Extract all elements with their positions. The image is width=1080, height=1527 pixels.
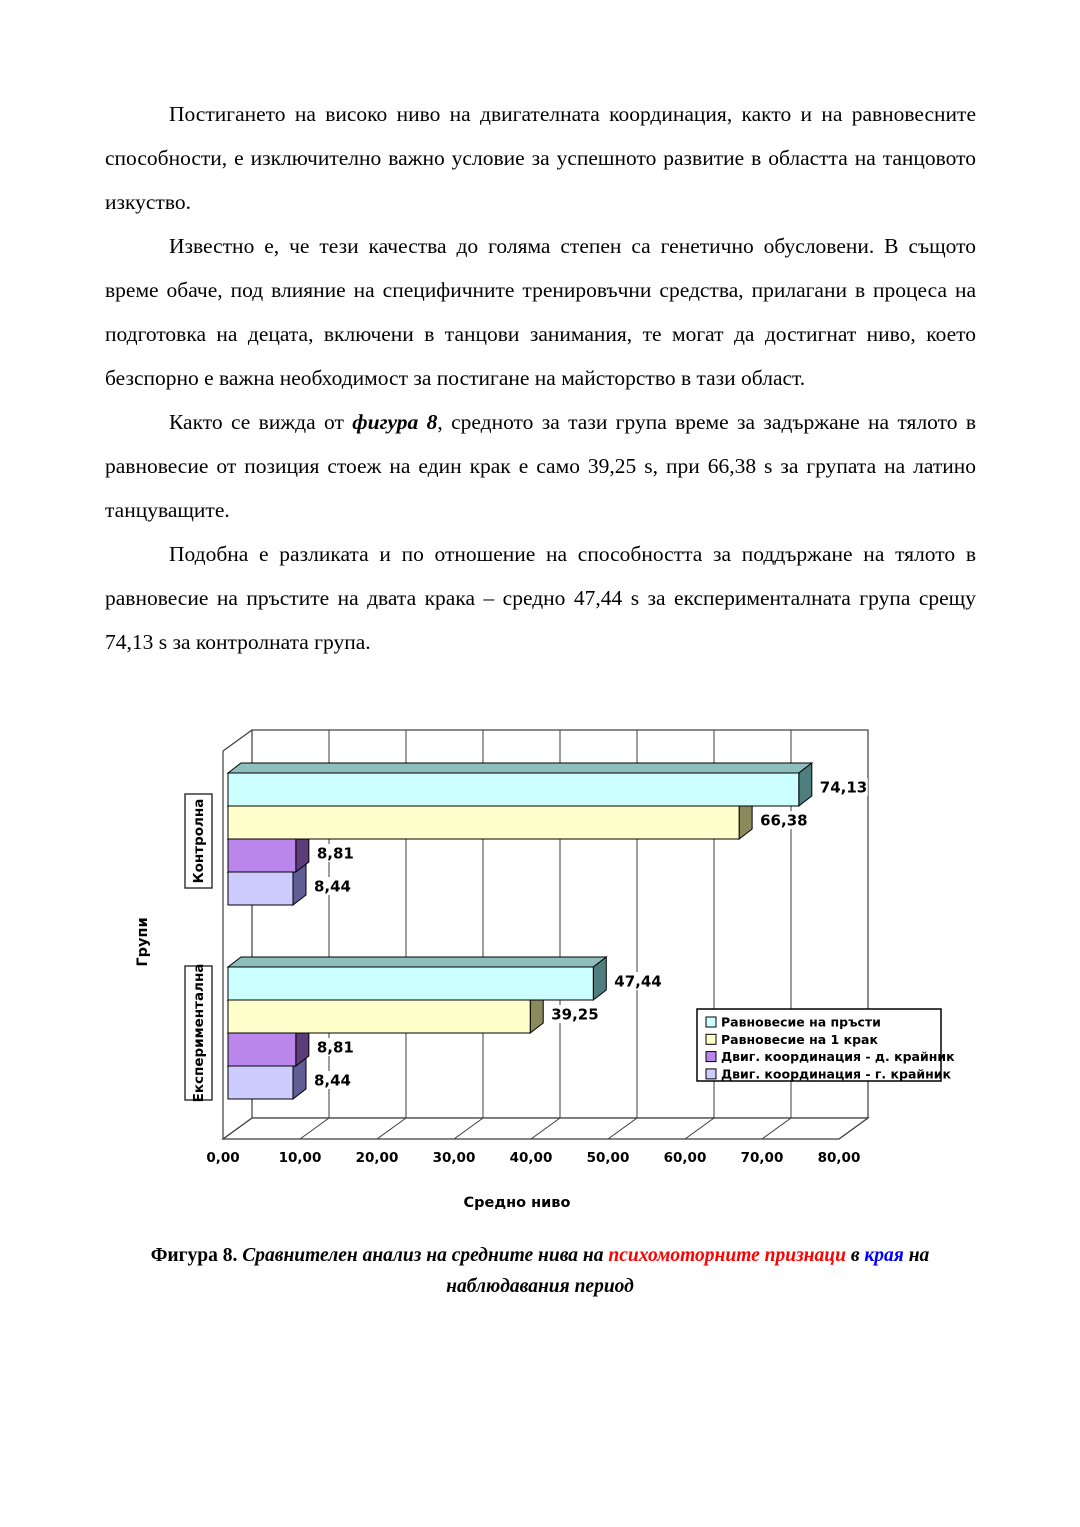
- paragraph-1: [105, 92, 976, 224]
- legend-label: Равновесие на пръсти: [721, 1014, 881, 1030]
- figure-8: [100, 710, 980, 1230]
- category-label: Експериментална: [191, 963, 207, 1103]
- text-segment: края: [864, 1245, 904, 1266]
- bar-front-face: [228, 806, 739, 839]
- text-segment: в: [845, 1245, 865, 1266]
- bar-chart-3d: [100, 710, 980, 1225]
- bar-value-label: 47,44: [614, 972, 662, 991]
- x-tick-label: 60,00: [663, 1150, 707, 1166]
- text-segment: , средното за тази група време за задържане на тялото в равновесие от позиция стоеж на един крак е само 39,25 s, при 66,38 s за групата на латино танцуващите.: [105, 410, 977, 522]
- text-segment: фигура 8: [352, 410, 438, 434]
- text-segment: Сравнителен анализ на средните нива на: [237, 1245, 609, 1266]
- figure-caption: [90, 1240, 990, 1302]
- paragraph-2: [105, 224, 976, 400]
- paragraph-4: [105, 532, 976, 664]
- text-segment: психомоторните признаци: [608, 1245, 846, 1266]
- legend-label: Двиг. координация - г. крайник: [721, 1066, 952, 1082]
- x-tick-label: 50,00: [586, 1150, 630, 1166]
- legend-swatch: [706, 1069, 716, 1079]
- x-tick-label: 30,00: [432, 1150, 476, 1166]
- bar-front-face: [228, 773, 799, 806]
- text-segment: Подобна е разликата и по отношение на способността за поддържане на тялото в равновесие на пръстите на двата крака – средно 47,44 s за експерименталната група срещу 74,13 s за контролната група.: [105, 542, 976, 654]
- bar-value-label: 8,44: [313, 1071, 352, 1090]
- bar-front-face: [228, 1033, 296, 1066]
- bar-value-label: 8,44: [313, 877, 352, 896]
- x-tick-label: 10,00: [278, 1150, 322, 1166]
- x-tick-label: 0,00: [206, 1150, 240, 1166]
- body-text: [0, 0, 1080, 664]
- bar-front-face: [228, 839, 296, 872]
- bar-value-label: 66,38: [760, 811, 808, 830]
- x-tick-label: 20,00: [355, 1150, 399, 1166]
- x-axis-title: Средно ниво: [463, 1195, 571, 1211]
- bar-value-label: 39,25: [551, 1005, 599, 1024]
- category-label: Контролна: [191, 798, 207, 884]
- legend-label: Двиг. координация - д. крайник: [721, 1049, 955, 1065]
- bar-top-face: [228, 957, 606, 967]
- text-segment: Постигането на високо ниво на двигателната координация, както и на равновесните способности, е изключително важно условие за успешното развитие в областта на танцовото изкуство.: [105, 102, 976, 214]
- bar-top-face: [228, 763, 812, 773]
- x-tick-label: 40,00: [509, 1150, 553, 1166]
- bar-front-face: [228, 1000, 530, 1033]
- text-segment: Както се вижда от: [169, 410, 353, 434]
- bar-front-face: [228, 967, 593, 1000]
- legend-label: Равновесие на 1 крак: [721, 1031, 878, 1047]
- bar-front-face: [228, 872, 293, 905]
- bar-value-label: 8,81: [316, 1038, 354, 1057]
- bar-value-label: 8,81: [316, 844, 354, 863]
- text-segment: Фигура 8.: [150, 1245, 238, 1266]
- paragraph-3: [105, 400, 976, 532]
- bar-front-face: [228, 1066, 293, 1099]
- bar-value-label: 74,13: [819, 778, 868, 797]
- wall-top-edge: [223, 730, 252, 751]
- legend-swatch: [706, 1017, 716, 1027]
- legend-swatch: [706, 1034, 716, 1044]
- x-tick-label: 70,00: [740, 1150, 784, 1166]
- text-segment: Известно е, че тези качества до голяма степен са генетично обусловени. В същото време обаче, под влияние на специфичните тренировъчни средства, прилагани в процеса на подготовка на децата, включени в танцови занимания, те могат да достигнат ниво, което безспорно е важна необходимост за постигане на майсторство в тази област.: [105, 234, 976, 390]
- y-axis-title: Групи: [135, 917, 151, 967]
- x-tick-label: 80,00: [817, 1150, 861, 1166]
- text-segment: на наблюдавания период: [446, 1245, 930, 1297]
- legend-swatch: [706, 1052, 716, 1062]
